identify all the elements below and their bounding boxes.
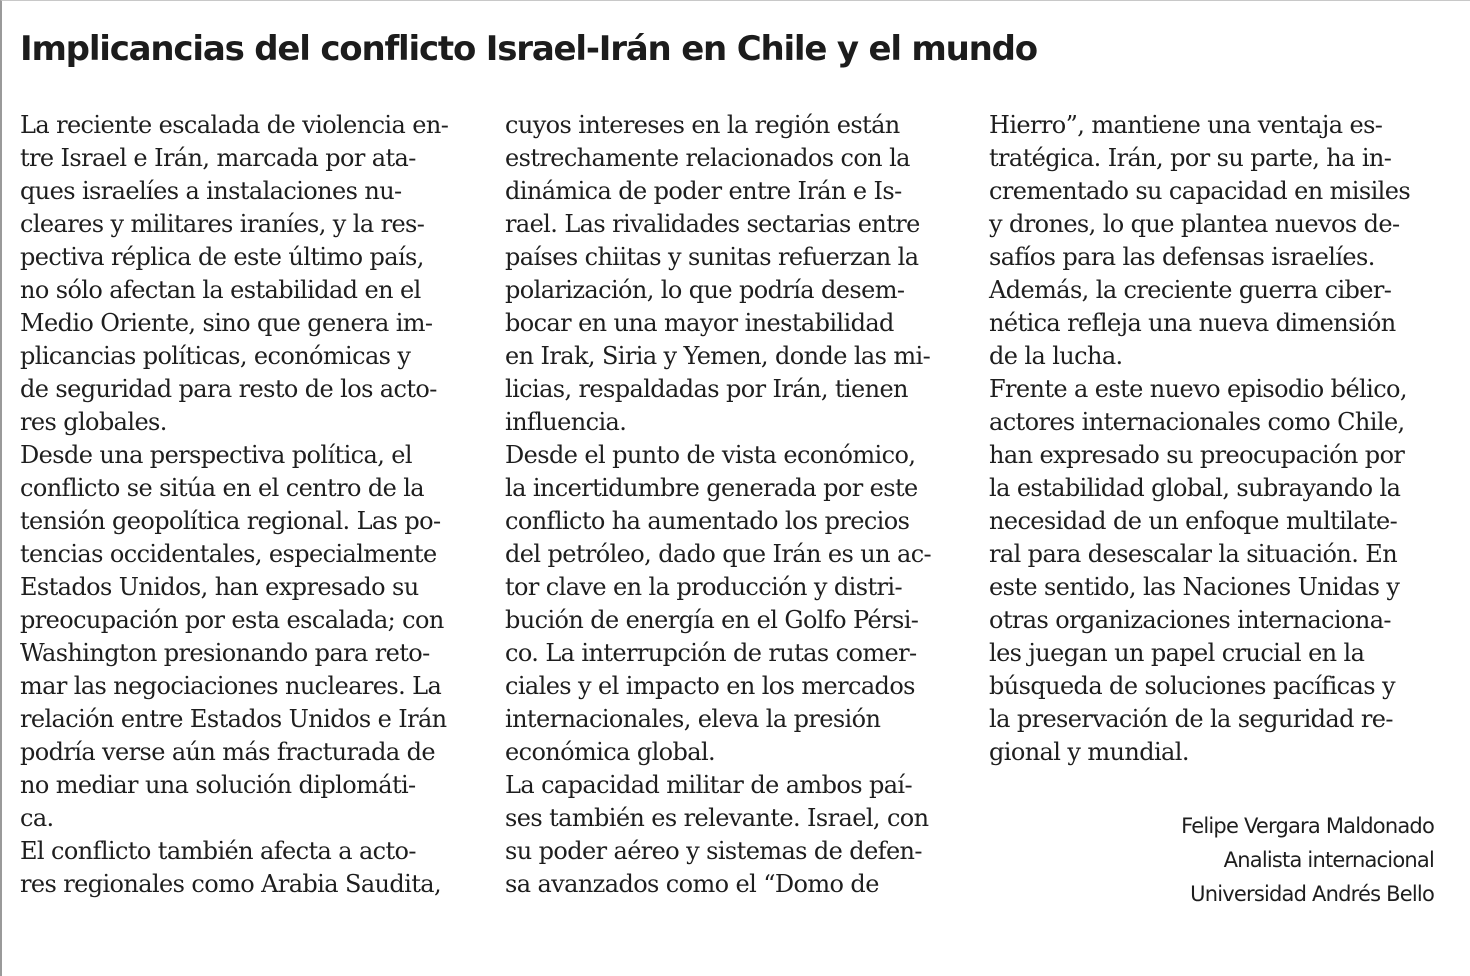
text-line: bución de energía en el Golfo Pérsi-	[505, 606, 919, 634]
text-line: dinámica de poder entre Irán e Is-	[505, 177, 902, 205]
text-line: crementado su capacidad en misiles	[989, 177, 1411, 205]
text-line: del petróleo, dado que Irán es un ac-	[505, 540, 932, 568]
text-line: han expresado su preocupación por	[989, 441, 1405, 469]
text-line: gional y mundial.	[989, 738, 1189, 766]
text-line: este sentido, las Naciones Unidas y	[989, 573, 1400, 601]
text-line: res globales.	[20, 408, 167, 436]
text-line: en Irak, Siria y Yemen, donde las mi-	[505, 342, 931, 370]
text-line: licias, respaldadas por Irán, tienen	[505, 375, 908, 403]
text-line: Washington presionando para reto-	[20, 639, 430, 667]
text-line: conflicto se sitúa en el centro de la	[20, 474, 424, 502]
text-line: su poder aéreo y sistemas de defen-	[505, 837, 922, 865]
author-affiliation: Universidad Andrés Bello	[1190, 882, 1434, 906]
text-line: tencias occidentales, especialmente	[20, 540, 437, 568]
text-line: influencia.	[505, 408, 627, 436]
author-name: Felipe Vergara Maldonado	[1181, 814, 1434, 838]
text-line: ses también es relevante. Israel, con	[505, 804, 929, 832]
text-line: co. La interrupción de rutas comer-	[505, 639, 917, 667]
text-line: necesidad de un enfoque multilate-	[989, 507, 1398, 535]
article-headline: Implicancias del conflicto Israel-Irán en Chile y el mundo	[20, 29, 1037, 69]
text-line: y drones, lo que plantea nuevos de-	[989, 210, 1400, 238]
text-line: ral para desescalar la situación. En	[989, 540, 1398, 568]
text-line: Estados Unidos, han expresado su	[20, 573, 419, 601]
article-column-2	[505, 109, 965, 901]
text-line: Desde una perspectiva política, el	[20, 441, 412, 469]
text-line: de la lucha.	[989, 342, 1123, 370]
text-line: El conflicto también afecta a acto-	[20, 837, 416, 865]
text-line: Frente a este nuevo episodio bélico,	[989, 375, 1407, 403]
text-line: les juegan un papel crucial en la	[989, 639, 1365, 667]
text-line: tensión geopolítica regional. Las po-	[20, 507, 441, 535]
text-line: ques israelíes a instalaciones nu-	[20, 177, 402, 205]
text-line: res regionales como Arabia Saudita,	[20, 870, 442, 898]
text-line: La reciente escalada de violencia en-	[20, 111, 449, 139]
text-line: preocupación por esta escalada; con	[20, 606, 444, 634]
text-line: mar las negociaciones nucleares. La	[20, 672, 442, 700]
text-line: Desde el punto de vista económico,	[505, 441, 916, 469]
text-line: económica global.	[505, 738, 716, 766]
text-line: la estabilidad global, subrayando la	[989, 474, 1401, 502]
text-line: de seguridad para resto de los acto-	[20, 375, 437, 403]
text-line: podría verse aún más fracturada de	[20, 738, 435, 766]
text-line: conflicto ha aumentado los precios	[505, 507, 910, 535]
text-line: cuyos intereses en la región están	[505, 111, 900, 139]
text-line: pectiva réplica de este último país,	[20, 243, 424, 271]
text-line: Hierro”, mantiene una ventaja es-	[989, 111, 1383, 139]
text-line: no mediar una solución diplomáti-	[20, 771, 416, 799]
text-line: sa avanzados como el “Domo de	[505, 870, 879, 898]
text-line: la preservación de la seguridad re-	[989, 705, 1393, 733]
text-line: no sólo afectan la estabilidad en el	[20, 276, 421, 304]
text-line: la incertidumbre generada por este	[505, 474, 918, 502]
text-line: tratégica. Irán, por su parte, ha in-	[989, 144, 1392, 172]
text-line: países chiitas y sunitas refuerzan la	[505, 243, 919, 271]
text-line: safíos para las defensas israelíes.	[989, 243, 1375, 271]
article-column-1	[20, 109, 480, 901]
text-line: Medio Oriente, sino que genera im-	[20, 309, 433, 337]
text-line: rael. Las rivalidades sectarias entre	[505, 210, 920, 238]
text-line: tor clave en la producción y distri-	[505, 573, 902, 601]
text-line: relación entre Estados Unidos e Irán	[20, 705, 447, 733]
text-line: polarización, lo que podría desem-	[505, 276, 905, 304]
text-line: Además, la creciente guerra ciber-	[989, 276, 1392, 304]
text-line: internacionales, eleva la presión	[505, 705, 881, 733]
text-line: tre Israel e Irán, marcada por ata-	[20, 144, 416, 172]
text-line: nética refleja una nueva dimensión	[989, 309, 1396, 337]
text-line: plicancias políticas, económicas y	[20, 342, 411, 370]
text-line: otras organizaciones internaciona-	[989, 606, 1391, 634]
text-line: actores internacionales como Chile,	[989, 408, 1405, 436]
text-line: ciales y el impacto en los mercados	[505, 672, 915, 700]
author-signature	[1181, 809, 1434, 911]
text-line: estrechamente relacionados con la	[505, 144, 910, 172]
text-line: ca.	[20, 804, 54, 832]
author-role: Analista internacional	[1223, 848, 1434, 872]
text-line: La capacidad militar de ambos paí-	[505, 771, 912, 799]
text-line: cleares y militares iraníes, y la res-	[20, 210, 425, 238]
article-column-3	[989, 109, 1449, 769]
text-line: búsqueda de soluciones pacíficas y	[989, 672, 1395, 700]
text-line: bocar en una mayor inestabilidad	[505, 309, 894, 337]
